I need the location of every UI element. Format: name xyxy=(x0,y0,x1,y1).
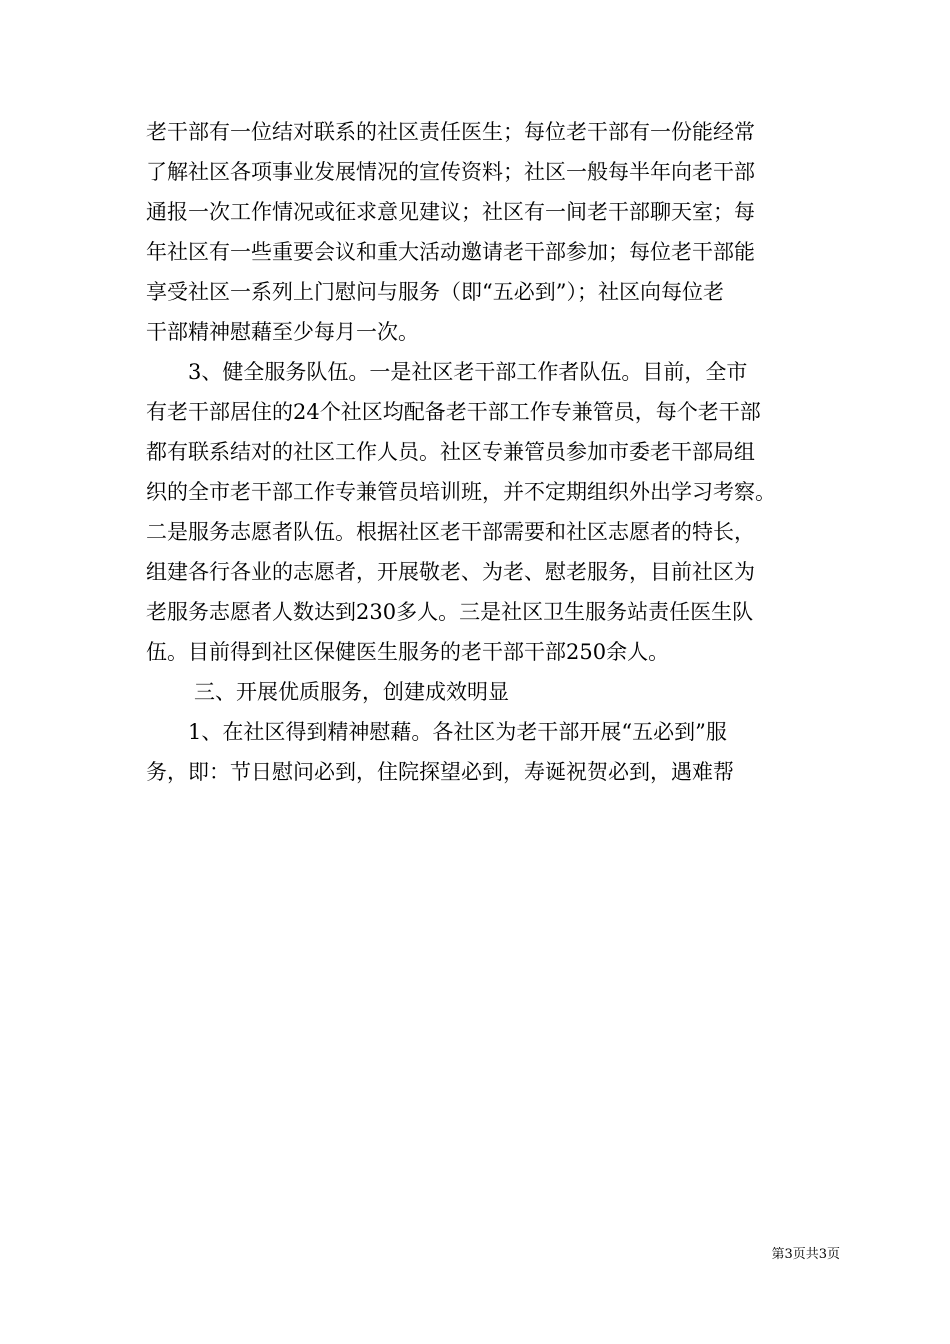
text-line: 组建各行各业的志愿者，开展敬老、为老、慰老服务，目前社区为 xyxy=(146,560,755,584)
text-line: 享受社区一系列上门慰问与服务（即“五必到”）；社区向每位老 xyxy=(146,280,724,304)
text-line: 都有联系结对的社区工作人员。社区专兼管员参加市委老干部局组 xyxy=(146,440,755,464)
text-line: 通报一次工作情况或征求意见建议；社区有一间老干部聊天室；每 xyxy=(146,200,755,224)
text-line: 老服务志愿者人数达到230多人。三是社区卫生服务站责任医生队 xyxy=(146,600,754,624)
page-number-footer: 第3页共3页 xyxy=(771,1247,840,1262)
text-line: 务，即：节日慰问必到，住院探望必到，寿诞祝贺必到，遇难帮 xyxy=(146,760,734,784)
text-line: 了解社区各项事业发展情况的宣传资料；社区一般每半年向老干部 xyxy=(146,160,755,184)
document-body xyxy=(146,112,816,792)
section-heading: 三、开展优质服务，创建成效明显 xyxy=(194,680,509,704)
text-line: 伍。目前得到社区保健医生服务的老干部干部250余人。 xyxy=(146,640,670,664)
paragraph-start-line: 1、在社区得到精神慰藉。各社区为老干部开展“五必到”服 xyxy=(188,720,727,744)
text-line: 二是服务志愿者队伍。根据社区老干部需要和社区志愿者的特长， xyxy=(146,520,755,544)
text-line: 年社区有一些重要会议和重大活动邀请老干部参加；每位老干部能 xyxy=(146,240,755,264)
text-line: 织的全市老干部工作专兼管员培训班，并不定期组织外出学习考察。 xyxy=(146,480,776,504)
text-line: 干部精神慰藉至少每月一次。 xyxy=(146,320,419,344)
paragraph-start-line: 3、健全服务队伍。一是社区老干部工作者队伍。目前，全市 xyxy=(188,360,748,384)
text-line: 有老干部居住的24个社区均配备老干部工作专兼管员，每个老干部 xyxy=(146,400,761,424)
text-line: 老干部有一位结对联系的社区责任医生；每位老干部有一份能经常 xyxy=(146,120,755,144)
